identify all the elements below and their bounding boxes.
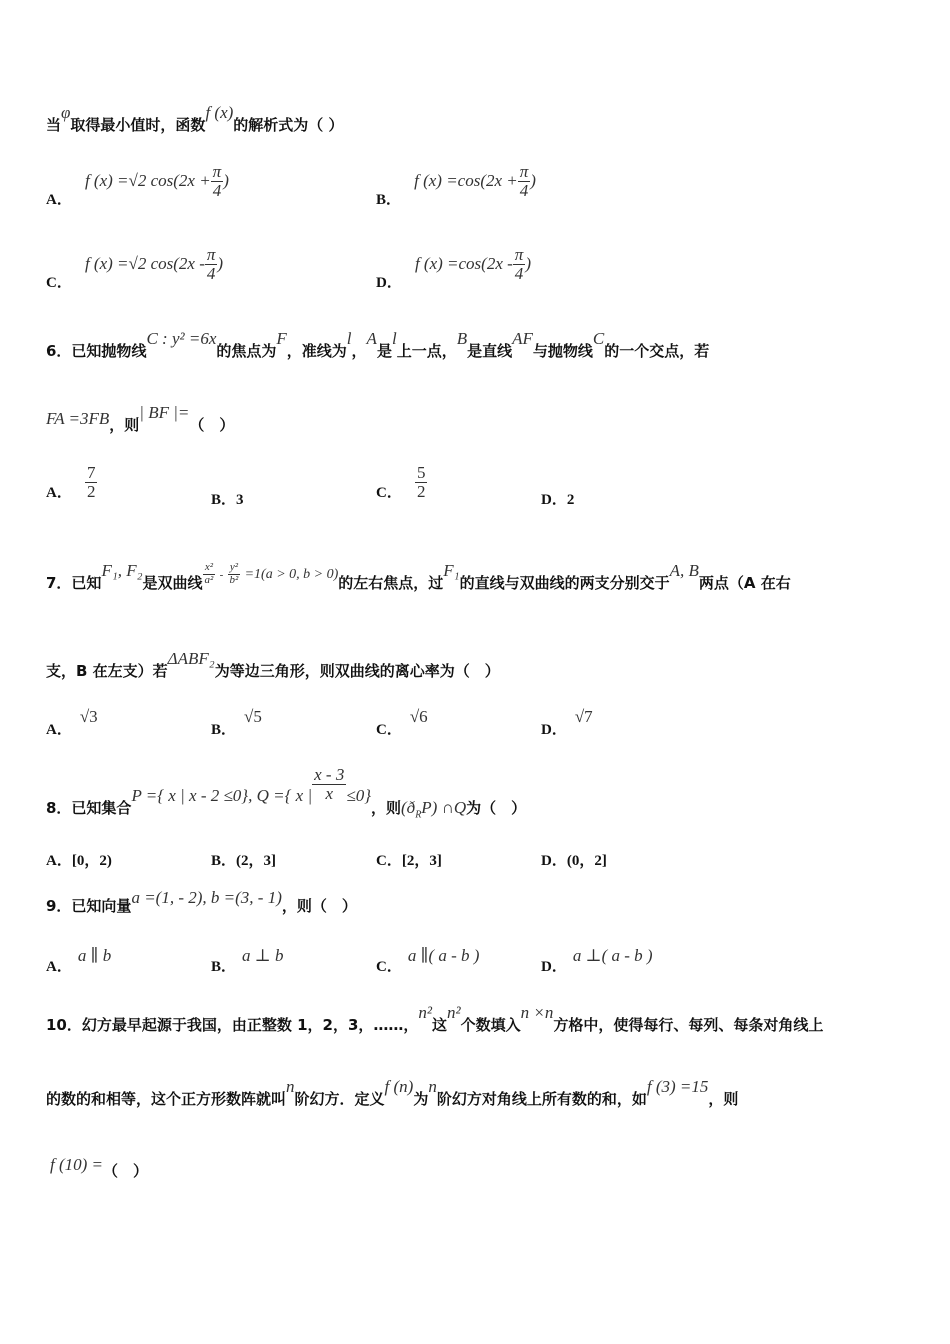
- q6-line-AF: AF: [512, 329, 533, 348]
- q10-line-3: [50, 1155, 149, 1181]
- intro-text-2: 取得最小值时，函数: [70, 116, 206, 134]
- q9-option-a-value: a ∥ b: [77, 946, 112, 965]
- q10-line-2: [46, 1077, 739, 1109]
- q10-text: 方格中，使得每行、每列、每条对角线上: [553, 1016, 824, 1034]
- q10-text: ，则: [708, 1090, 739, 1108]
- q8-option-d-value: (0，2]: [566, 853, 607, 869]
- q10-text: 为: [413, 1090, 429, 1108]
- q7-triangle: ΔABF₂: [167, 649, 215, 668]
- frac-num: y²: [228, 562, 241, 575]
- q7-option-c-value: √6: [409, 707, 428, 726]
- frac-num: 7: [86, 463, 96, 482]
- q6-option-a-frac: [85, 464, 98, 501]
- q6-directrix-l: l: [346, 329, 352, 348]
- frac-den: 4: [514, 263, 524, 283]
- q6-option-d-label: D．: [541, 492, 567, 508]
- q5-option-a-label: A．: [46, 191, 72, 208]
- q8-text: 8．已知集合: [46, 798, 132, 817]
- q6-text: 上一点，: [396, 342, 457, 360]
- q6-text: 的焦点为: [216, 342, 277, 360]
- q6-point-B: B: [456, 329, 468, 348]
- frac-den: 4: [212, 180, 222, 200]
- q9-option-b-value: a ⊥ b: [242, 946, 284, 965]
- q6-text: 6．已知抛物线: [46, 342, 147, 360]
- q6-option-c-label: C．: [376, 484, 402, 501]
- q10-text: 这: [432, 1016, 448, 1034]
- q8-text: 为（ ）: [466, 798, 527, 817]
- q7-line-1: [46, 561, 791, 596]
- q8-option-c-label: C．: [376, 853, 402, 869]
- q10-n-squared: n²: [418, 1003, 433, 1022]
- frac-num: π: [514, 245, 524, 264]
- frac-den: x: [325, 783, 334, 803]
- intro-text-3: 的解析式为（ ）: [233, 116, 344, 134]
- q7-line-2: [46, 649, 500, 681]
- q7-text: 的直线与双曲线的两支分别交于: [459, 574, 670, 592]
- q7-text: 为等边三角形，则双曲线的离心率为（ ）: [214, 662, 500, 680]
- q10-n-squared: n²: [447, 1003, 461, 1022]
- q6-option-c-frac: [415, 464, 428, 501]
- q8-set-Q-label: , Q =: [248, 785, 285, 805]
- q9-option-c[interactable]: [376, 945, 480, 975]
- q10-n: n: [428, 1077, 437, 1096]
- q9-option-d-label: D．: [541, 959, 567, 975]
- q6-line-2: [46, 403, 235, 435]
- q7-option-a-label: A．: [46, 722, 72, 738]
- q8-option-a[interactable]: [46, 849, 112, 870]
- q6-bf: | BF |=: [139, 403, 190, 422]
- frac-num: π: [519, 162, 529, 181]
- q8-option-b[interactable]: [211, 849, 276, 870]
- q7-option-d-value: √7: [574, 707, 593, 726]
- q7-option-c[interactable]: [376, 706, 428, 738]
- q10-text: 个数填入: [460, 1016, 521, 1034]
- complement-rest: P) ∩Q: [421, 797, 467, 817]
- eq-rest: =1(a > 0, b > 0): [244, 567, 339, 582]
- q7-option-b-value: √5: [244, 707, 262, 726]
- q7-option-b[interactable]: [211, 706, 262, 738]
- q7-text: 是双曲线: [142, 574, 203, 592]
- q7-text: 的左右焦点，过: [338, 574, 444, 592]
- q5-option-c-frac: [205, 246, 218, 283]
- q7-AB: A, B: [669, 561, 699, 580]
- frac-x: [203, 562, 216, 586]
- q5-option-c-label: C．: [46, 274, 72, 291]
- q5-option-b[interactable]: [376, 162, 536, 208]
- q8-option-c-value: [2，3]: [401, 853, 442, 869]
- q6-text: 与抛物线: [532, 342, 593, 360]
- q5-option-d-close: ): [525, 253, 531, 273]
- q6-curve-C: C: [592, 329, 605, 348]
- q7-text: 支，B 在左支）若: [46, 662, 168, 680]
- frac-y: [228, 562, 241, 586]
- q8-option-d-label: D．: [541, 853, 567, 869]
- q6-line-1: [46, 329, 710, 361]
- q9-option-b-label: B．: [211, 959, 237, 975]
- q6-option-d-value: 2: [566, 492, 575, 508]
- q10-n: n: [286, 1077, 295, 1096]
- q9-option-b[interactable]: [211, 945, 284, 975]
- q10-f3: f (3) =15: [646, 1077, 709, 1096]
- q5-option-c[interactable]: [46, 245, 224, 291]
- q6-condition: FA =3FB: [46, 409, 110, 428]
- intro-line: [46, 103, 344, 135]
- q8-option-b-value: (2，3]: [236, 853, 277, 869]
- q6-option-a-label: A．: [46, 484, 72, 501]
- q6-text: 是: [376, 342, 392, 360]
- q10-f10: f (10) =: [50, 1155, 104, 1174]
- q6-text: 的一个交点，若: [604, 342, 710, 360]
- q5-option-d-label: D．: [376, 274, 402, 291]
- q6-focus-F: F: [276, 329, 287, 348]
- q9-option-d[interactable]: [541, 945, 653, 975]
- q9-option-a-label: A．: [46, 959, 72, 975]
- phi-symbol: φ: [61, 103, 71, 122]
- q5-option-c-close: ): [217, 253, 224, 273]
- q9-option-c-label: C．: [376, 959, 402, 975]
- q5-option-a-frac: [211, 163, 224, 200]
- intro-text-1: 当: [46, 116, 62, 134]
- q10-fn: f (n): [384, 1077, 414, 1096]
- q5-option-c-expr: f (x) =√2 cos(2x -: [84, 253, 205, 273]
- q9-option-a[interactable]: [46, 945, 112, 975]
- q7-option-c-label: C．: [376, 722, 402, 738]
- frac-num: 5: [416, 463, 426, 482]
- q5-option-d[interactable]: [376, 245, 531, 291]
- q7-foci: F₁, F₂: [101, 561, 143, 580]
- q10-line-1: [46, 1003, 824, 1035]
- q7-option-a[interactable]: [46, 706, 98, 738]
- q7-text: 7．已知: [46, 574, 102, 592]
- q7-option-a-value: √3: [79, 707, 98, 726]
- frac-den: b²: [229, 573, 239, 586]
- q9-text: ，则（ ）: [281, 897, 357, 915]
- q5-option-d-frac: [513, 246, 526, 283]
- q6-line-l: l: [391, 329, 397, 348]
- q7-hyperbola-eq: [203, 561, 339, 586]
- q6-option-a[interactable]: [46, 464, 97, 501]
- complement-sub: R: [415, 809, 422, 821]
- q5-option-a-close: ): [223, 170, 229, 190]
- q10-text: 的数的和相等，这个正方形数阵就叫: [46, 1090, 287, 1108]
- q6-option-d[interactable]: [541, 488, 574, 509]
- q5-option-b-label: B．: [376, 191, 402, 208]
- q8-option-b-label: B．: [211, 853, 237, 869]
- q10-n-by-n: n ×n: [520, 1003, 554, 1022]
- fx-symbol: f (x): [205, 103, 234, 122]
- q6-option-b-value: 3: [236, 492, 244, 508]
- q5-option-a-expr: f (x) =√2 cos(2x +: [84, 170, 211, 190]
- q7-text: 两点（A 在右: [698, 574, 791, 592]
- complement-open: (ð: [401, 797, 416, 817]
- q6-option-c[interactable]: [376, 464, 427, 501]
- q10-text: （ ）: [103, 1162, 149, 1180]
- q5-option-b-close: ): [530, 170, 536, 190]
- q10-text: 10．幻方最早起源于我国，由正整数 1，2，3，……，: [46, 1016, 419, 1034]
- q8-set-Q-right: ≤0}: [346, 785, 371, 805]
- frac-num: x²: [203, 562, 216, 575]
- q7-option-d-label: D．: [541, 722, 567, 738]
- q9-line: [46, 888, 357, 916]
- q9-option-c-value: a ∥( a - b ): [407, 946, 480, 965]
- q8-option-d[interactable]: [541, 849, 607, 870]
- q5-option-d-expr: f (x) =cos(2x -: [414, 253, 513, 273]
- frac-num: π: [212, 162, 222, 181]
- q9-option-d-value: a ⊥( a - b ): [572, 946, 653, 965]
- q8-set-P: P ={ x | x - 2 ≤0}: [131, 785, 249, 805]
- q8-text: ，则: [371, 798, 402, 817]
- q6-text: ，准线为: [286, 342, 347, 360]
- q9-text: 9．已知向量: [46, 897, 132, 915]
- frac-den: 4: [519, 180, 529, 200]
- frac-den: 2: [416, 481, 426, 501]
- q8-complement: [401, 797, 467, 821]
- frac-den: a²: [204, 573, 214, 586]
- q6-parabola-eq: C : y² =6x: [146, 329, 217, 348]
- q9-vectors: a =(1, - 2), b =(3, - 1): [131, 888, 282, 907]
- q8-option-c[interactable]: [376, 849, 442, 870]
- q6-point-A: A: [366, 329, 377, 348]
- q6-text: ，: [351, 342, 367, 360]
- q6-text: （ ）: [189, 416, 235, 434]
- q5-option-b-frac: [518, 163, 531, 200]
- frac-den: 4: [206, 263, 216, 283]
- q7-option-b-label: B．: [211, 722, 237, 738]
- q6-option-b-label: B．: [211, 492, 237, 508]
- q8-option-a-label: A．: [46, 853, 72, 869]
- q7-F1: F₁: [443, 561, 460, 580]
- q10-text: 阶幻方．定义: [294, 1090, 385, 1108]
- q10-text: 阶幻方对角线上所有数的和，如: [436, 1090, 647, 1108]
- q8-set-Q-left: { x |: [284, 785, 313, 805]
- minus-sign: -: [219, 569, 224, 581]
- q5-option-b-expr: f (x) =cos(2x +: [414, 170, 518, 190]
- q8-set-Q-frac: [312, 766, 346, 803]
- frac-den: 2: [86, 481, 96, 501]
- q8-line: [46, 765, 527, 821]
- frac-num: π: [206, 245, 216, 264]
- q8-option-a-value: [0，2): [71, 853, 112, 869]
- q6-text: ，则: [109, 416, 140, 434]
- q6-option-b[interactable]: [211, 488, 244, 509]
- q6-text: 是直线: [467, 342, 513, 360]
- q5-option-a[interactable]: [46, 162, 229, 208]
- frac-num: x - 3: [314, 765, 345, 784]
- q7-option-d[interactable]: [541, 706, 593, 738]
